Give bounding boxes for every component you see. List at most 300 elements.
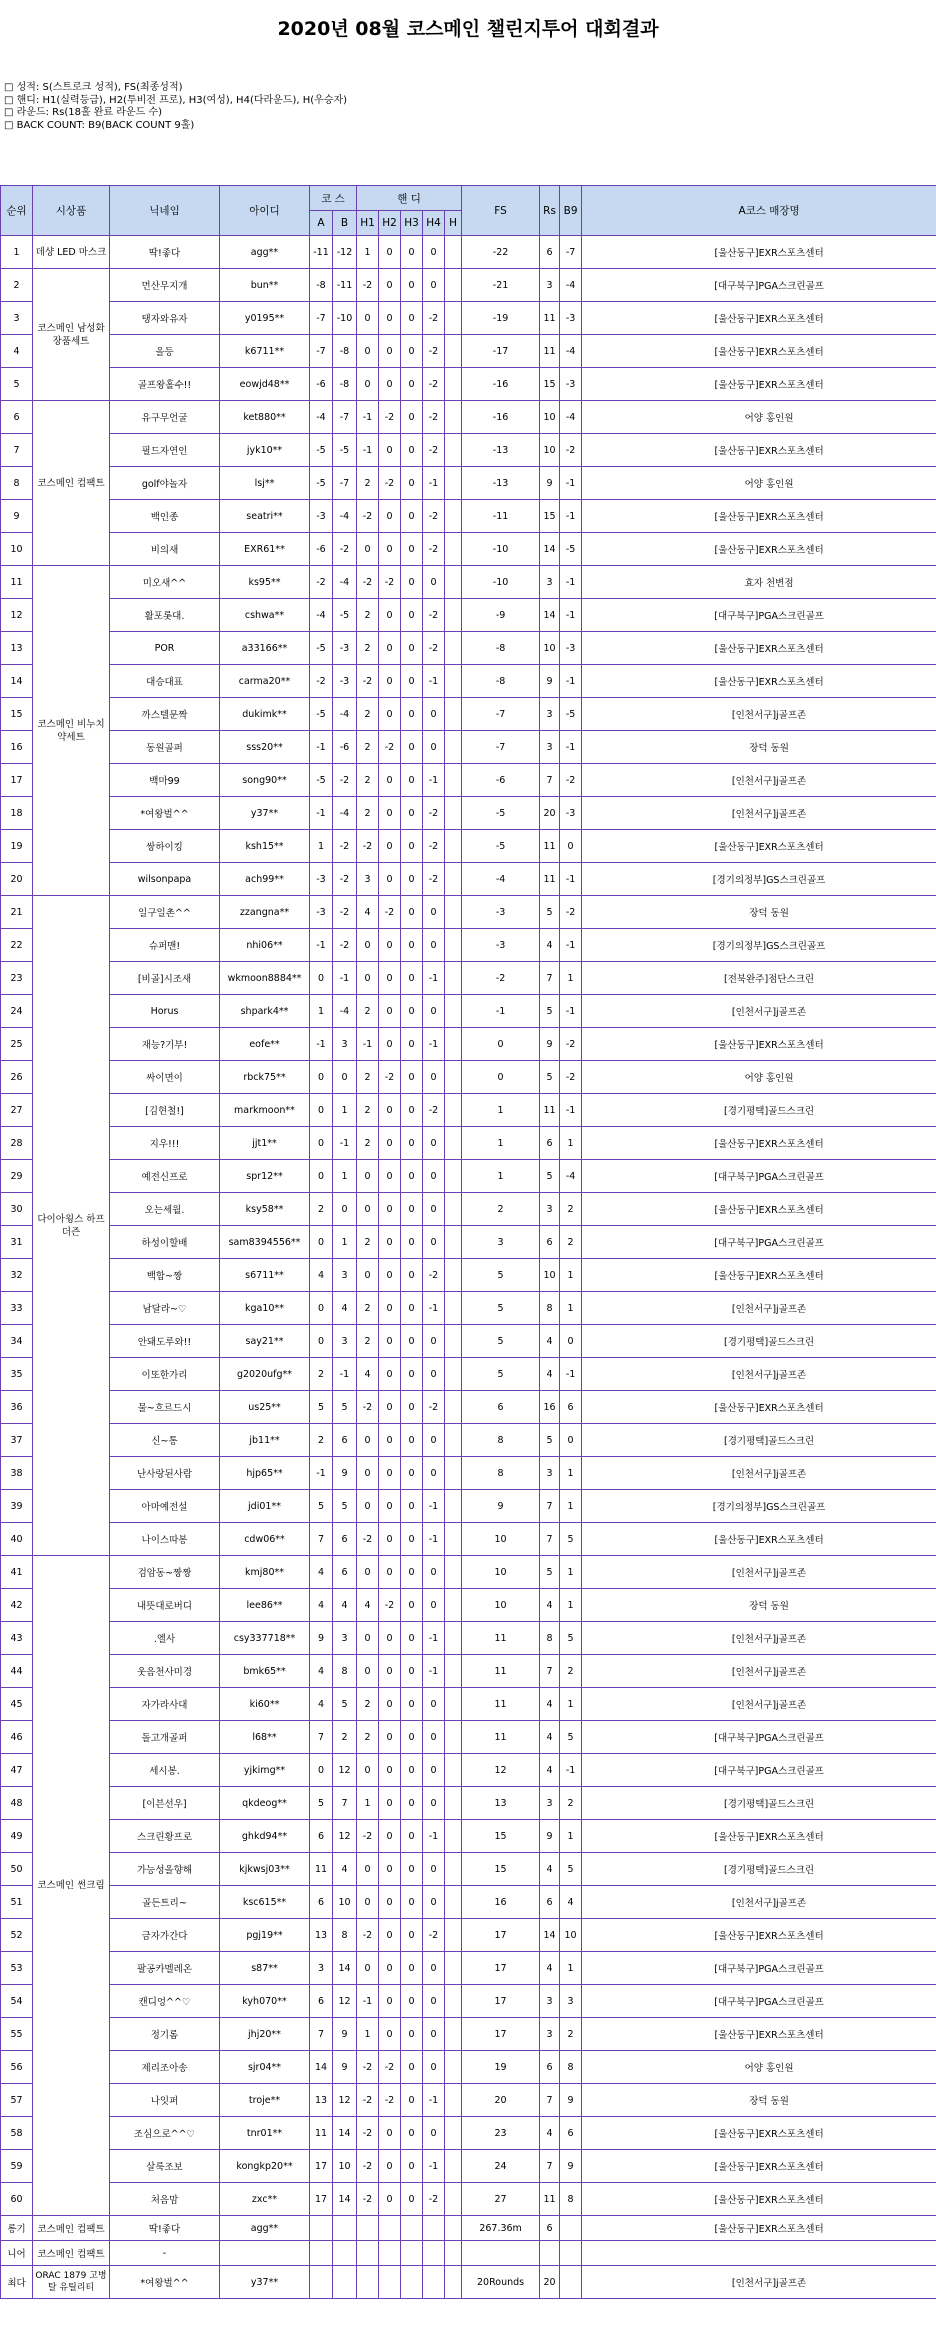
- rank-cell: 5: [1, 368, 33, 401]
- rank-cell: 33: [1, 1292, 33, 1325]
- fs-cell: 15: [462, 1853, 540, 1886]
- h2-cell: 0: [379, 797, 401, 830]
- h-cell: [445, 1688, 462, 1721]
- nickname-cell: 나잇퍼: [110, 2084, 220, 2117]
- shop-cell: [인천서구]j골프존: [582, 1457, 936, 1490]
- rank-cell: 18: [1, 797, 33, 830]
- h-cell: [445, 731, 462, 764]
- h2-cell: 0: [379, 599, 401, 632]
- fs-cell: -13: [462, 467, 540, 500]
- h3-cell: 0: [401, 1622, 423, 1655]
- shop-cell: [인천서구]j골프존: [582, 764, 936, 797]
- b9-cell: 0: [560, 1424, 582, 1457]
- table-row: [1, 1919, 936, 1952]
- a-cell: 2: [310, 1193, 333, 1226]
- h-cell: [445, 995, 462, 1028]
- h1-cell: 0: [357, 1193, 379, 1226]
- h4-cell: -1: [423, 1028, 445, 1061]
- empty-cell: [423, 2216, 445, 2241]
- empty-cell: [357, 2241, 379, 2266]
- h4-cell: -2: [423, 797, 445, 830]
- note-handicap: □ 핸디: H1(실력등급), H2(투비전 프로), H3(여성), H4(다라운드), H(우승자): [4, 94, 348, 106]
- id-cell: rbck75**: [220, 1061, 310, 1094]
- prize-cell: 코스메인 썬크림: [33, 1556, 110, 2216]
- b-cell: -2: [333, 863, 357, 896]
- h2-cell: 0: [379, 1094, 401, 1127]
- b9-cell: -7: [560, 236, 582, 269]
- nickname-cell: 하성이할배: [110, 1226, 220, 1259]
- h3-cell: 0: [401, 1556, 423, 1589]
- h1-cell: 2: [357, 599, 379, 632]
- b9-cell: 3: [560, 1985, 582, 2018]
- h3-cell: 0: [401, 1589, 423, 1622]
- table-row: [1, 764, 936, 797]
- id-cell: cshwa**: [220, 599, 310, 632]
- rank-cell: 53: [1, 1952, 33, 1985]
- b9-cell: -2: [560, 434, 582, 467]
- rank-cell: 39: [1, 1490, 33, 1523]
- nickname-cell: 슈퍼맨!: [110, 929, 220, 962]
- h1-cell: -1: [357, 1028, 379, 1061]
- nickname-cell: 먼산무지개: [110, 269, 220, 302]
- table-row: [1, 2051, 936, 2084]
- h2-cell: 0: [379, 2018, 401, 2051]
- b9-cell: [560, 2266, 582, 2299]
- rs-cell: 5: [540, 896, 560, 929]
- h3-cell: 0: [401, 929, 423, 962]
- id-cell: spr12**: [220, 1160, 310, 1193]
- b-cell: 3: [333, 1028, 357, 1061]
- nickname-cell: 난사랑된사람: [110, 1457, 220, 1490]
- h4-cell: -2: [423, 830, 445, 863]
- h3-cell: 0: [401, 1292, 423, 1325]
- b9-cell: -3: [560, 797, 582, 830]
- rank-cell: 56: [1, 2051, 33, 2084]
- nickname-cell: 백마99: [110, 764, 220, 797]
- shop-cell: [울산동구]EXR스포츠센터: [582, 335, 936, 368]
- a-cell: -1: [310, 797, 333, 830]
- fs-cell: 6: [462, 1391, 540, 1424]
- rank-cell: 30: [1, 1193, 33, 1226]
- b9-cell: 1: [560, 962, 582, 995]
- h4-cell: -2: [423, 632, 445, 665]
- h4-cell: -2: [423, 434, 445, 467]
- shop-cell: [대구북구]PGA스크린골프: [582, 269, 936, 302]
- b-cell: -2: [333, 896, 357, 929]
- h-cell: [445, 1919, 462, 1952]
- shop-cell: [울산동구]EXR스포츠센터: [582, 1391, 936, 1424]
- rs-cell: 4: [540, 2117, 560, 2150]
- h1-cell: 0: [357, 1952, 379, 1985]
- h1-cell: 2: [357, 1127, 379, 1160]
- rs-cell: 4: [540, 1952, 560, 1985]
- table-row: [1, 467, 936, 500]
- b9-cell: -2: [560, 764, 582, 797]
- rs-cell: 6: [540, 2216, 560, 2241]
- id-cell: ki60**: [220, 1688, 310, 1721]
- table-row: [1, 1787, 936, 1820]
- fs-cell: 13: [462, 1787, 540, 1820]
- fs-cell: 20: [462, 2084, 540, 2117]
- fs-cell: -19: [462, 302, 540, 335]
- b-cell: -2: [333, 929, 357, 962]
- h4-cell: 0: [423, 1358, 445, 1391]
- a-cell: -2: [310, 566, 333, 599]
- table-row: [1, 1886, 936, 1919]
- nickname-cell: 웃음천사미경: [110, 1655, 220, 1688]
- b9-cell: -1: [560, 599, 582, 632]
- nickname-cell: 탱자와유자: [110, 302, 220, 335]
- nickname-cell: 내뜻대로버디: [110, 1589, 220, 1622]
- h2-cell: -2: [379, 896, 401, 929]
- h2-cell: 0: [379, 2150, 401, 2183]
- b9-cell: 0: [560, 830, 582, 863]
- h3-cell: 0: [401, 830, 423, 863]
- h-cell: [445, 632, 462, 665]
- empty-cell: [379, 2266, 401, 2299]
- table-row: [1, 599, 936, 632]
- b-cell: 12: [333, 1985, 357, 2018]
- h3-cell: 0: [401, 500, 423, 533]
- h-cell: [445, 2117, 462, 2150]
- b-cell: 1: [333, 1160, 357, 1193]
- b-cell: 1: [333, 1094, 357, 1127]
- b-cell: -8: [333, 368, 357, 401]
- b-cell: 14: [333, 2183, 357, 2216]
- fs-cell: 0: [462, 1061, 540, 1094]
- h1-cell: -2: [357, 1919, 379, 1952]
- b9-cell: 2: [560, 2018, 582, 2051]
- fs-cell: 8: [462, 1457, 540, 1490]
- fs-cell: -5: [462, 797, 540, 830]
- h3-cell: 0: [401, 1391, 423, 1424]
- h2-cell: -2: [379, 401, 401, 434]
- h4-cell: -1: [423, 764, 445, 797]
- rs-cell: 11: [540, 830, 560, 863]
- b-cell: 3: [333, 1325, 357, 1358]
- table-row: [1, 1754, 936, 1787]
- b9-cell: 6: [560, 2117, 582, 2150]
- id-cell: nhi06**: [220, 929, 310, 962]
- h1-cell: 4: [357, 896, 379, 929]
- rs-cell: 6: [540, 1127, 560, 1160]
- shop-cell: [대구북구]PGA스크린골프: [582, 1721, 936, 1754]
- h-cell: [445, 1028, 462, 1061]
- h-cell: [445, 1160, 462, 1193]
- fs-cell: -5: [462, 830, 540, 863]
- h3-cell: 0: [401, 1490, 423, 1523]
- shop-cell: [대구북구]PGA스크린골프: [582, 1160, 936, 1193]
- nickname-cell: 딱!좋다: [110, 236, 220, 269]
- rank-cell: 17: [1, 764, 33, 797]
- h1-cell: 2: [357, 1325, 379, 1358]
- fs-cell: 8: [462, 1424, 540, 1457]
- fs-cell: -2: [462, 962, 540, 995]
- a-cell: -1: [310, 1457, 333, 1490]
- b9-cell: 10: [560, 1919, 582, 1952]
- nickname-cell: wilsonpapa: [110, 863, 220, 896]
- h-cell: [445, 1424, 462, 1457]
- rank-cell: 29: [1, 1160, 33, 1193]
- nickname-cell: 필드자연인: [110, 434, 220, 467]
- a-cell: -1: [310, 1028, 333, 1061]
- table-row: [1, 2084, 936, 2117]
- h-cell: [445, 1292, 462, 1325]
- h1-cell: 0: [357, 335, 379, 368]
- table-row: [1, 1292, 936, 1325]
- b9-cell: -4: [560, 269, 582, 302]
- b-cell: -5: [333, 434, 357, 467]
- h3-cell: 0: [401, 1985, 423, 2018]
- a-cell: 2: [310, 1424, 333, 1457]
- h1-cell: -2: [357, 2183, 379, 2216]
- shop-cell: [울산동구]EXR스포츠센터: [582, 1127, 936, 1160]
- empty-cell: [401, 2241, 423, 2266]
- a-cell: 0: [310, 1226, 333, 1259]
- b-cell: -7: [333, 401, 357, 434]
- shop-cell: [인천서구]j골프존: [582, 797, 936, 830]
- rs-cell: 7: [540, 1655, 560, 1688]
- id-cell: zzangna**: [220, 896, 310, 929]
- rank-cell: 10: [1, 533, 33, 566]
- shop-cell: [울산동구]EXR스포츠센터: [582, 2216, 936, 2241]
- shop-cell: 어양 홍인원: [582, 1061, 936, 1094]
- b-cell: 0: [333, 1061, 357, 1094]
- a-cell: -1: [310, 731, 333, 764]
- fs-cell: 9: [462, 1490, 540, 1523]
- table-row: [1, 1523, 936, 1556]
- h-cell: [445, 269, 462, 302]
- rs-cell: 5: [540, 1061, 560, 1094]
- a-cell: 1: [310, 995, 333, 1028]
- header-b: B: [333, 211, 357, 236]
- rank-cell: 9: [1, 500, 33, 533]
- a-cell: -6: [310, 368, 333, 401]
- rank-cell: 58: [1, 2117, 33, 2150]
- h3-cell: 0: [401, 1787, 423, 1820]
- h1-cell: 0: [357, 1853, 379, 1886]
- special-award-row: [1, 2216, 936, 2241]
- rs-cell: 3: [540, 1985, 560, 2018]
- id-cell: lee86**: [220, 1589, 310, 1622]
- h4-cell: 0: [423, 1424, 445, 1457]
- rs-cell: 11: [540, 863, 560, 896]
- rs-cell: 6: [540, 1226, 560, 1259]
- h1-cell: 2: [357, 1688, 379, 1721]
- fs-cell: 0: [462, 1028, 540, 1061]
- a-cell: 4: [310, 1688, 333, 1721]
- h1-cell: 0: [357, 1259, 379, 1292]
- a-cell: -3: [310, 863, 333, 896]
- table-row: [1, 1820, 936, 1853]
- fs-cell: 10: [462, 1523, 540, 1556]
- table-row: [1, 632, 936, 665]
- h2-cell: 0: [379, 1754, 401, 1787]
- h3-cell: 0: [401, 995, 423, 1028]
- h2-cell: 0: [379, 1457, 401, 1490]
- h-cell: [445, 236, 462, 269]
- b-cell: 5: [333, 1490, 357, 1523]
- h1-cell: -2: [357, 2150, 379, 2183]
- table-row: [1, 500, 936, 533]
- b9-cell: 8: [560, 2051, 582, 2084]
- b9-cell: [560, 2241, 582, 2266]
- h4-cell: -2: [423, 1391, 445, 1424]
- rs-cell: 4: [540, 1754, 560, 1787]
- h3-cell: 0: [401, 1226, 423, 1259]
- a-cell: 13: [310, 2084, 333, 2117]
- id-cell: kmj80**: [220, 1556, 310, 1589]
- table-row: [1, 1325, 936, 1358]
- h1-cell: -1: [357, 1985, 379, 2018]
- fs-cell: 15: [462, 1820, 540, 1853]
- h1-cell: 2: [357, 731, 379, 764]
- b9-cell: 6: [560, 1391, 582, 1424]
- h1-cell: 0: [357, 533, 379, 566]
- table-row: [1, 962, 936, 995]
- h2-cell: 0: [379, 269, 401, 302]
- nickname-cell: 처음맘: [110, 2183, 220, 2216]
- a-cell: 0: [310, 1292, 333, 1325]
- h2-cell: 0: [379, 962, 401, 995]
- h1-cell: -2: [357, 1391, 379, 1424]
- id-cell: sjr04**: [220, 2051, 310, 2084]
- rank-cell: 7: [1, 434, 33, 467]
- h3-cell: 0: [401, 1721, 423, 1754]
- nickname-cell: 대승대표: [110, 665, 220, 698]
- fs-cell: 11: [462, 1688, 540, 1721]
- shop-cell: 어양 홍인원: [582, 401, 936, 434]
- rank-cell: 27: [1, 1094, 33, 1127]
- shop-cell: [울산동구]EXR스포츠센터: [582, 434, 936, 467]
- fs-cell: 24: [462, 2150, 540, 2183]
- h4-cell: -2: [423, 1919, 445, 1952]
- h2-cell: -2: [379, 1589, 401, 1622]
- b-cell: -2: [333, 830, 357, 863]
- h4-cell: -1: [423, 1820, 445, 1853]
- nickname-cell: 활포롯대.: [110, 599, 220, 632]
- fs-cell: -3: [462, 896, 540, 929]
- h4-cell: -1: [423, 1523, 445, 1556]
- b-cell: -1: [333, 962, 357, 995]
- nickname-cell: 자가라사대: [110, 1688, 220, 1721]
- prize-cell: 코스메인 남성화장품세트: [33, 269, 110, 401]
- h4-cell: -2: [423, 368, 445, 401]
- fs-cell: 20Rounds: [462, 2266, 540, 2299]
- b9-cell: 9: [560, 2084, 582, 2117]
- a-cell: 0: [310, 1754, 333, 1787]
- h1-cell: 0: [357, 1457, 379, 1490]
- rs-cell: 3: [540, 1787, 560, 1820]
- empty-cell: [423, 2241, 445, 2266]
- table-row: [1, 2117, 936, 2150]
- nickname-cell: 까스텔문짝: [110, 698, 220, 731]
- b-cell: 4: [333, 1292, 357, 1325]
- prize-cell: 코스메인 컴팩트: [33, 2216, 110, 2241]
- h3-cell: 0: [401, 368, 423, 401]
- fs-cell: -11: [462, 500, 540, 533]
- table-row: [1, 863, 936, 896]
- fs-cell: -16: [462, 368, 540, 401]
- empty-cell: [401, 2216, 423, 2241]
- b-cell: -3: [333, 632, 357, 665]
- nickname-cell: 유구무언굴: [110, 401, 220, 434]
- b-cell: 14: [333, 1952, 357, 1985]
- id-cell: s87**: [220, 1952, 310, 1985]
- h3-cell: 0: [401, 632, 423, 665]
- id-cell: kjkwsj03**: [220, 1853, 310, 1886]
- b9-cell: 0: [560, 1325, 582, 1358]
- fs-cell: 19: [462, 2051, 540, 2084]
- b9-cell: -4: [560, 1160, 582, 1193]
- h2-cell: 0: [379, 434, 401, 467]
- rs-cell: 5: [540, 1424, 560, 1457]
- shop-cell: [울산동구]EXR스포츠센터: [582, 632, 936, 665]
- h2-cell: 0: [379, 863, 401, 896]
- b9-cell: 1: [560, 1556, 582, 1589]
- id-cell: hjp65**: [220, 1457, 310, 1490]
- h1-cell: 4: [357, 1589, 379, 1622]
- table-row: [1, 1589, 936, 1622]
- b-cell: -11: [333, 269, 357, 302]
- h2-cell: -2: [379, 2051, 401, 2084]
- table-row: [1, 1655, 936, 1688]
- b-cell: -4: [333, 797, 357, 830]
- fs-cell: 2: [462, 1193, 540, 1226]
- nickname-cell: 팔공카멜레온: [110, 1952, 220, 1985]
- h1-cell: -2: [357, 500, 379, 533]
- h-cell: [445, 500, 462, 533]
- shop-cell: 장덕 동원: [582, 731, 936, 764]
- h3-cell: 0: [401, 764, 423, 797]
- a-cell: 7: [310, 2018, 333, 2051]
- h1-cell: -2: [357, 830, 379, 863]
- h3-cell: 0: [401, 1325, 423, 1358]
- a-cell: 5: [310, 1391, 333, 1424]
- rs-cell: 11: [540, 335, 560, 368]
- a-cell: 6: [310, 1985, 333, 2018]
- b9-cell: 2: [560, 1226, 582, 1259]
- fs-cell: 1: [462, 1094, 540, 1127]
- fs-cell: -1: [462, 995, 540, 1028]
- h2-cell: 0: [379, 1655, 401, 1688]
- note-score: □ 성적: S(스트로크 성적), FS(최종성적): [4, 82, 183, 93]
- note-rounds: □ 라운드: Rs(18홀 완료 라운드 수): [4, 107, 162, 118]
- shop-cell: [인천서구]j골프존: [582, 698, 936, 731]
- rs-cell: 4: [540, 1721, 560, 1754]
- a-cell: -5: [310, 698, 333, 731]
- nickname-cell: 나이스따봉: [110, 1523, 220, 1556]
- fs-cell: 17: [462, 2018, 540, 2051]
- rs-cell: 7: [540, 2084, 560, 2117]
- id-cell: dukimk**: [220, 698, 310, 731]
- shop-cell: [582, 2241, 936, 2266]
- b-cell: -4: [333, 698, 357, 731]
- results-body: [1, 236, 936, 2299]
- shop-cell: [울산동구]EXR스포츠센터: [582, 1523, 936, 1556]
- id-cell: jhj20**: [220, 2018, 310, 2051]
- id-cell: markmoon**: [220, 1094, 310, 1127]
- rs-cell: 4: [540, 1853, 560, 1886]
- h1-cell: 1: [357, 1787, 379, 1820]
- b9-cell: 1: [560, 1259, 582, 1292]
- b9-cell: 1: [560, 1820, 582, 1853]
- h2-cell: 0: [379, 1127, 401, 1160]
- rs-cell: 7: [540, 764, 560, 797]
- h4-cell: -1: [423, 1655, 445, 1688]
- h-cell: [445, 434, 462, 467]
- rank-cell: 22: [1, 929, 33, 962]
